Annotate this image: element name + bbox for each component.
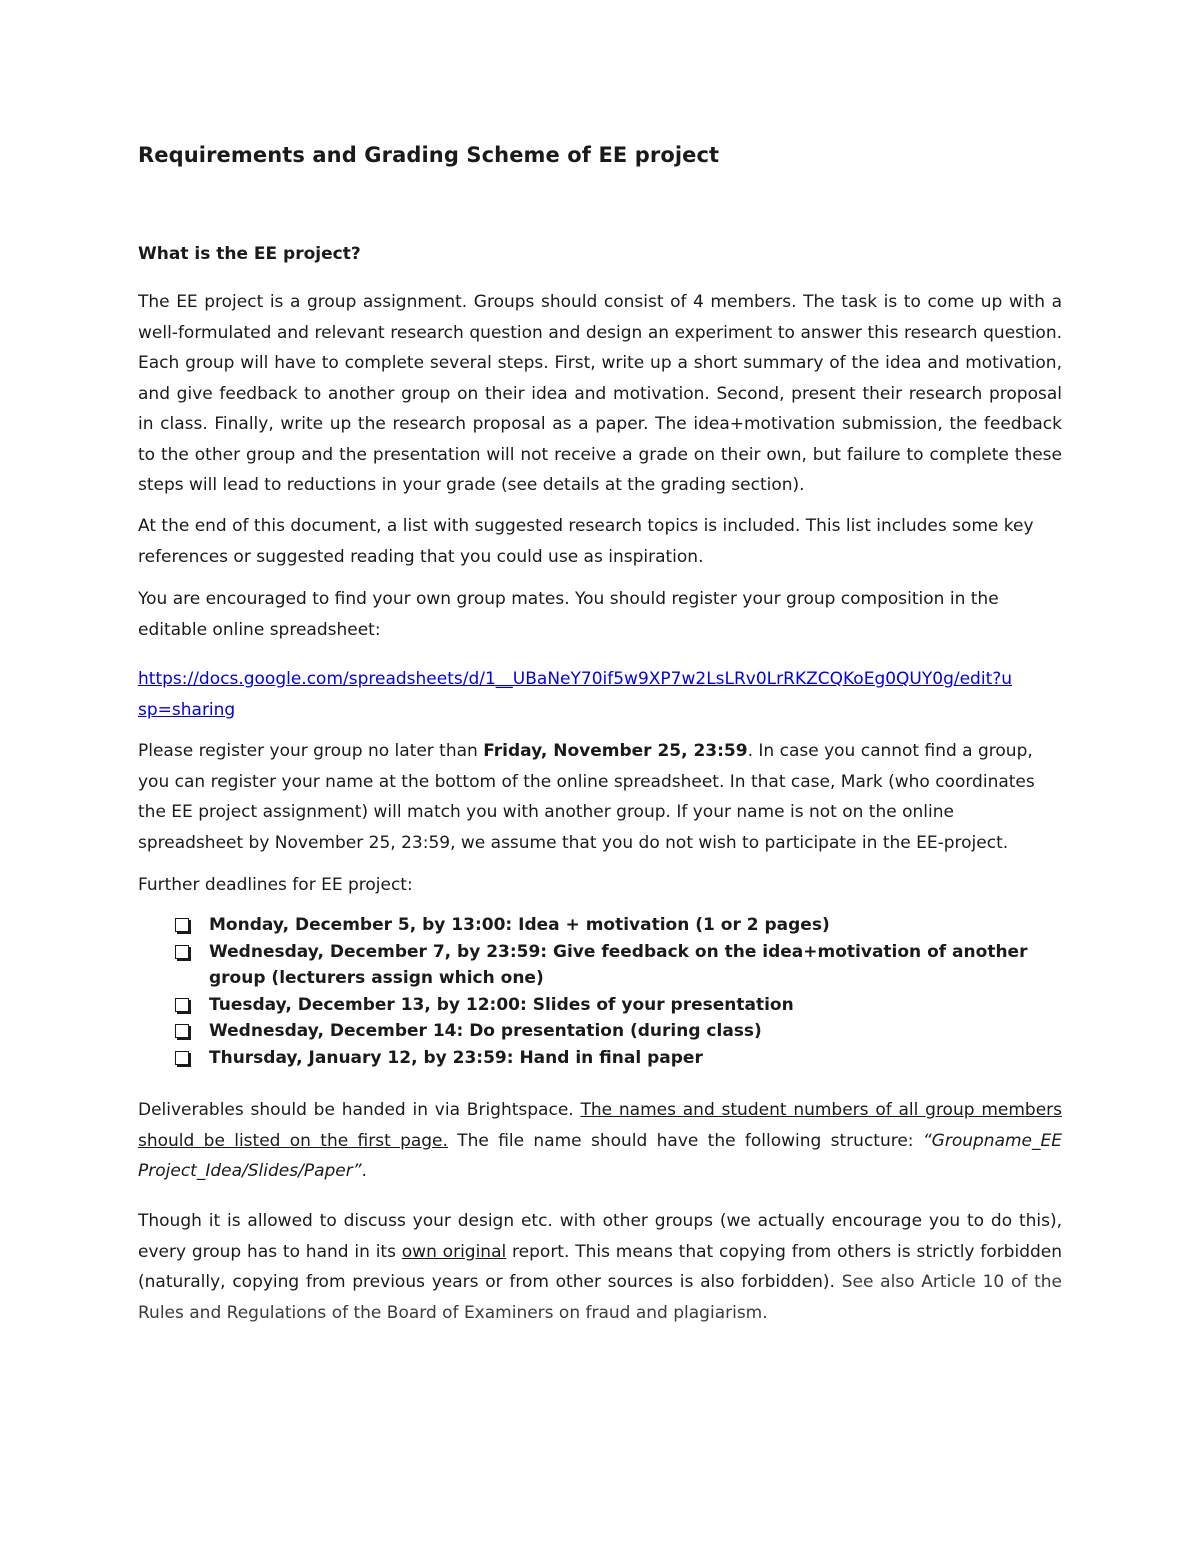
deadline-list: [175, 912, 1055, 1071]
checkbox-bullet-icon: [175, 1024, 189, 1038]
further-deadlines-label: Further deadlines for EE project:: [138, 875, 413, 895]
deliverables-underlined: The names and student numbers of all group members should be listed on the first page.: [138, 1100, 1062, 1151]
register-post: . In case you cannot find a group, you can register your name at the bottom of the online spreadsheet. In that case, Mark (who coordinates the EE project assignment) will match you with another group. If your name is not on the online spreadsheet by November 25, 23:59, we assume that you do not wish to participate in the EE-project.: [138, 741, 1035, 853]
plagiarism-underlined: own original: [401, 1241, 507, 1262]
intro-paragraph: The EE project is a group assignment. Groups should consist of 4 members. The task is to come up with a well-formulated and relevant research question and design an experiment to answer this research question. Each group will have to complete several steps. First, write up a short summary of the idea and motivation, and give feedback to another group on their idea and motivation. Second, present their research proposal in class. Finally, write up the research proposal as a paper. The idea+motivation submission, the feedback to the other group and the presentation will not receive a grade on their own, but failure to complete these steps will lead to reductions in your grade (see details at the grading section).: [138, 292, 1062, 495]
deadline-text: Wednesday, December 7, by 23:59: Give feedback on the idea+motivation of another group (lecturers assign which one): [209, 941, 1028, 988]
spreadsheet-link-block: [138, 664, 1062, 725]
plagiarism-reference: See also Article 10 of the Rules and Regulations of the Board of Examiners on fraud and plagiarism.: [138, 1272, 1062, 1323]
deadline-item: [175, 912, 1055, 939]
deadline-text: Tuesday, December 13, by 12:00: Slides of your presentation: [209, 994, 794, 1015]
deliverables-post: .: [361, 1161, 367, 1181]
deadline-text: Monday, December 5, by 13:00: Idea + motivation (1 or 2 pages): [209, 915, 830, 935]
topics-paragraph: At the end of this document, a list with suggested research topics is included. This list includes some key references or suggested reading that you could use as inspiration.: [138, 516, 1034, 567]
register-deadline: Friday, November 25, 23:59: [483, 741, 748, 761]
spreadsheet-link[interactable]: [138, 669, 1012, 720]
checkbox-bullet-icon: [175, 945, 189, 959]
page-title: Requirements and Grading Scheme of EE project: [138, 143, 720, 167]
deliverables-filename: “Groupname_EE Project_Idea/Slides/Paper”: [138, 1130, 1062, 1181]
deliverables-mid: The file name should have the following structure:: [447, 1130, 923, 1151]
plagiarism-pre: Though it is allowed to discuss your design etc. with other groups (we actually encourage you to do this), every group has to hand in its: [138, 1211, 1062, 1262]
plagiarism-paragraph: [138, 1206, 1062, 1328]
deadline-text: Thursday, January 12, by 23:59: Hand in final paper: [209, 1047, 703, 1068]
plagiarism-mid: report. This means that copying from others is strictly forbidden (naturally, copying from previous years or from other sources is also forbidden).: [138, 1241, 1063, 1292]
register-paragraph: [138, 736, 1062, 858]
section-heading: What is the EE project?: [138, 244, 361, 264]
deadline-item: [175, 939, 1055, 992]
deadline-item: [175, 1045, 1055, 1072]
spreadsheet-link-line2: sp=sharing: [138, 699, 236, 720]
checkbox-bullet-icon: [175, 918, 189, 932]
group-paragraph: You are encouraged to find your own group mates. You should register your group composition in the editable online spreadsheet:: [138, 589, 999, 640]
register-pre: Please register your group no later than: [138, 741, 484, 761]
deliverables-paragraph: [138, 1095, 1062, 1187]
checkbox-bullet-icon: [175, 998, 189, 1012]
deadline-item: [175, 992, 1055, 1019]
checkbox-bullet-icon: [175, 1051, 189, 1065]
spreadsheet-link-line1: https://docs.google.com/spreadsheets/d/1__UBaNeY70if5w9XP7w2LsLRv0LrRKZCQKoEg0QUY0g/edit?u: [138, 669, 1013, 689]
deadline-item: [175, 1018, 1055, 1045]
deadline-text: Wednesday, December 14: Do presentation (during class): [209, 1021, 762, 1041]
deliverables-pre: Deliverables should be handed in via Brightspace.: [138, 1100, 581, 1120]
